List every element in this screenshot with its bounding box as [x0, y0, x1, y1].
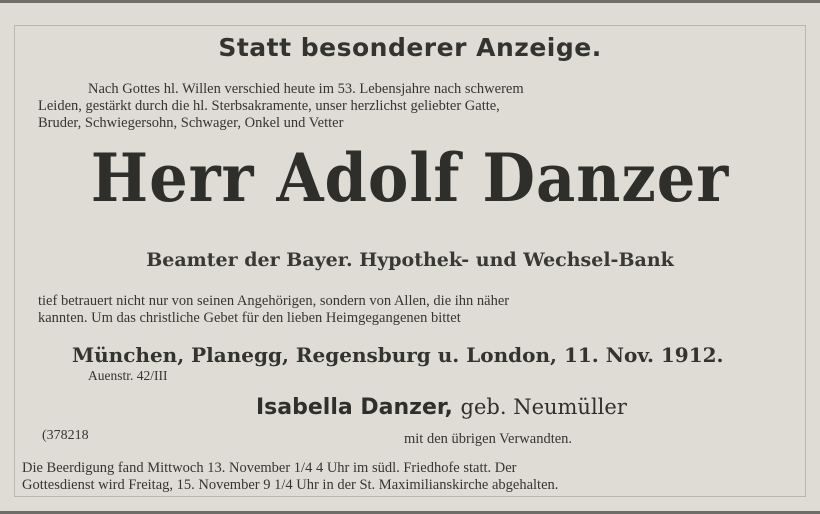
widow-name: Isabella Danzer,	[256, 395, 453, 420]
reference-number: (378218	[42, 428, 89, 443]
funeral-line-2: Gottesdienst wird Freitag, 15. November 9 1/4 Uhr in der St. Maximilianskirche abgehalten.	[22, 477, 559, 493]
widow-birthname: geb. Neumüller	[460, 395, 627, 419]
address: Auenstr. 42/III	[88, 368, 168, 383]
mourning-line-1: tief betrauert nicht nur von seinen Angehörigen, sondern von Allen, die ihn näher	[38, 293, 510, 309]
deceased-occupation: Beamter der Bayer. Hypothek- und Wechsel-Bank	[146, 249, 674, 271]
intro-line-3: Bruder, Schwiegersohn, Schwager, Onkel und Vetter	[38, 115, 344, 131]
funeral-line-1: Die Beerdigung fand Mittwoch 13. November 1/4 4 Uhr im südl. Friedhofe statt. Der	[22, 460, 517, 476]
places-and-date: München, Planegg, Regensburg u. London, 11. Nov. 1912.	[72, 343, 724, 367]
intro-line-2: Leiden, gestärkt durch die hl. Sterbsakramente, unser herzlichst geliebter Gatte,	[38, 98, 500, 114]
mourning-line-2: kannten. Um das christliche Gebet für den lieben Heimgegangenen bittet	[38, 310, 461, 326]
intro-line-1: Nach Gottes hl. Willen verschied heute im 53. Lebensjahre nach schwerem	[88, 81, 524, 97]
relatives-line: mit den übrigen Verwandten.	[404, 431, 573, 447]
notice-heading: Statt besonderer Anzeige.	[218, 33, 602, 62]
deceased-name: Herr Adolf Danzer	[90, 139, 730, 217]
widow-line	[256, 395, 627, 420]
